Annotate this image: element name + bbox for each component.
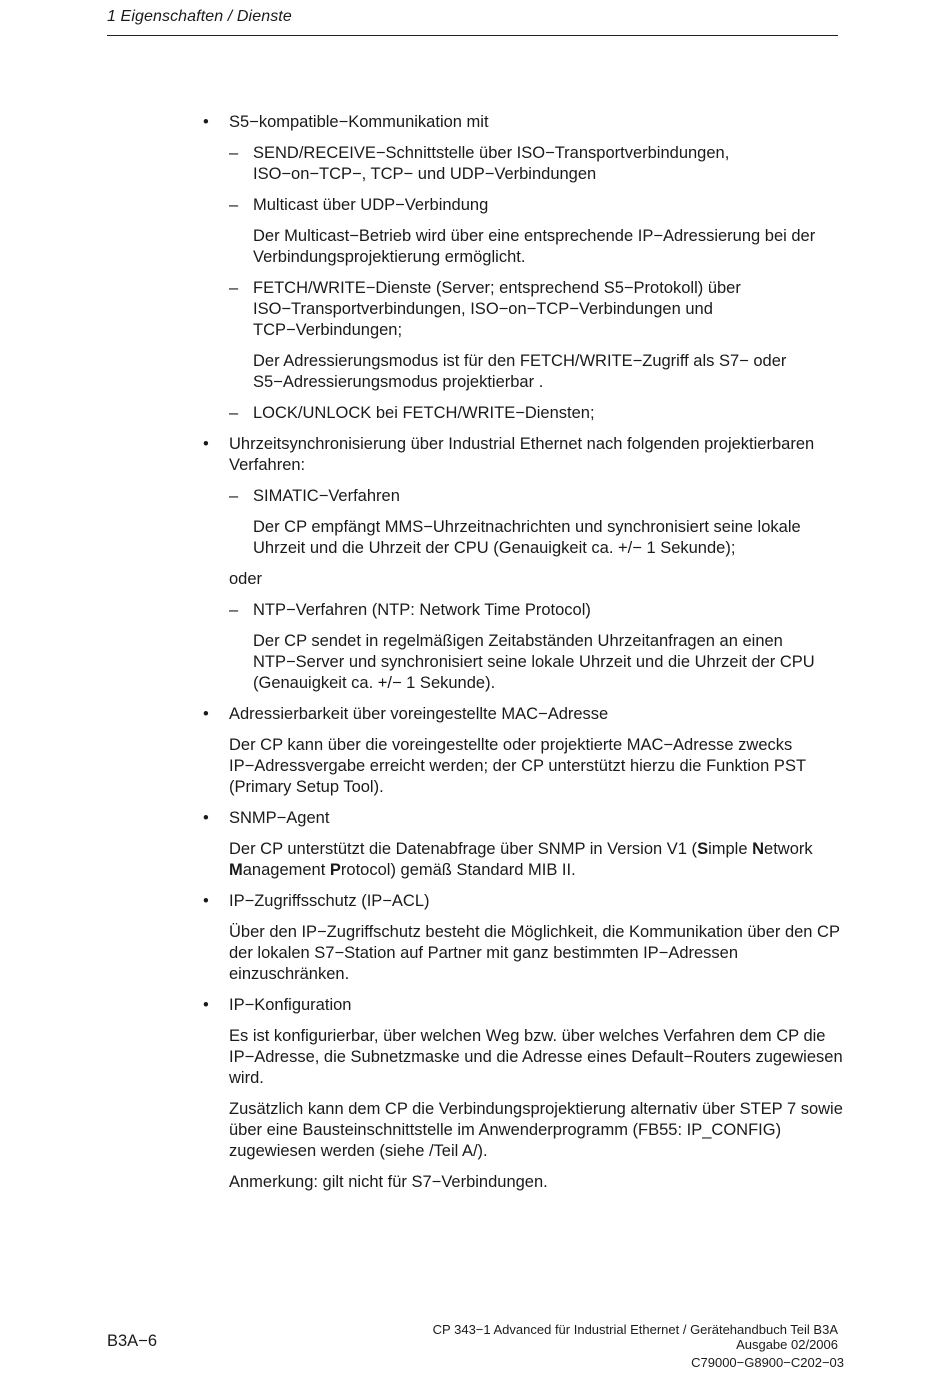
text-oder: oder: [229, 570, 263, 588]
footer-edition: Ausgabe 02/2006: [736, 1337, 838, 1352]
snmp-text-pre: Der CP unterstützt die Datenabfrage über SNMP in Version V1 (: [229, 840, 698, 858]
bullet-ip-zugriffsschutz: • IP−Zugriffsschutz (IP−ACL): [203, 891, 843, 912]
footer-document-info: [433, 1322, 838, 1352]
paragraph-simatic: Der CP empfängt MMS−Uhrzeitnachrichten und synchronisiert seine lokale Uhrzeit und die Uhrzeit der CPU (Genauigkeit ca. +/− 1 Sekunde);: [253, 518, 801, 557]
bullet-mac-adresse: • Adressierbarkeit über voreingestellte MAC−Adresse: [203, 704, 843, 725]
dash-ntp-verfahren: – NTP−Verfahren (NTP: Network Time Protocol): [203, 600, 843, 621]
paragraph-ntp: Der CP sendet in regelmäßigen Zeitabständen Uhrzeitanfragen an einen NTP−Server und synchronisiert seine lokale Uhrzeit und die Uhrzeit der CPU (Genauigkeit ca. +/− 1 Sekunde).: [253, 632, 815, 692]
page-number: B3A−6: [107, 1332, 157, 1350]
paragraph-ip-konfiguration: Es ist konfigurierbar, über welchen Weg bzw. über welches Verfahren dem CP die IP−Adresse, die Subnetzmaske und die Adresse eines Default−Routers zugewiesen wird.: [229, 1027, 843, 1087]
dash-multicast: – Multicast über UDP−Verbindung: [203, 195, 843, 216]
dash-send-receive: – SEND/RECEIVE−Schnittstelle über ISO−Transportverbindungen, ISO−on−TCP−, TCP− und UDP−Verbindungen: [203, 143, 843, 185]
paragraph-mac-adresse: Der CP kann über die voreingestellte oder projektierte MAC−Adresse zwecks IP−Adressvergabe erreicht werden; der CP unterstützt hierzu die Funktion PST (Primary Setup Tool).: [229, 736, 806, 796]
footer-manual-title: CP 343−1 Advanced für Industrial Ethernet / Gerätehandbuch Teil B3A: [432, 1322, 838, 1337]
snmp-letter-m: M: [229, 861, 243, 879]
paragraph-snmp: [203, 839, 843, 881]
dash-simatic-verfahren: – SIMATIC−Verfahren: [203, 486, 843, 507]
snmp-text-imple: imple: [708, 840, 753, 858]
snmp-text-etwork: etwork: [764, 840, 813, 858]
snmp-letter-p: P: [329, 861, 341, 879]
dash-lock-unlock: – LOCK/UNLOCK bei FETCH/WRITE−Diensten;: [203, 403, 843, 424]
dash-fetch-write: – FETCH/WRITE−Dienste (Server; entsprechend S5−Protokoll) über ISO−Transportverbindungen, ISO−on−TCP−Verbindungen und TCP−Verbindungen;: [203, 278, 843, 341]
paragraph-adressierungsmodus: Der Adressierungsmodus ist für den FETCH/WRITE−Zugriff als S7− oder S5−Adressierungsmodus projektierbar .: [253, 352, 787, 391]
page-header: [107, 7, 838, 36]
snmp-text-anagement: anagement: [242, 861, 330, 879]
footer-order-code: C79000−G8900−C202−03: [691, 1355, 844, 1370]
snmp-letter-s: S: [697, 840, 709, 858]
paragraph-ip-zugriffsschutz: Über den IP−Zugriffschutz besteht die Möglichkeit, die Kommunikation über den CP der lokalen S7−Station auf Partner mit ganz bestimmten IP−Adressen einzuschränken.: [229, 923, 840, 983]
bullet-snmp-agent: • SNMP−Agent: [203, 808, 843, 829]
header-title: 1 Eigenschaften / Dienste: [107, 8, 292, 25]
paragraph-multicast: Der Multicast−Betrieb wird über eine entsprechende IP−Adressierung bei der Verbindungsprojektierung ermöglicht.: [253, 227, 816, 266]
paragraph-verbindungsprojektierung: Zusätzlich kann dem CP die Verbindungsprojektierung alternativ über STEP 7 sowie über eine Bausteinschnittstelle im Anwenderprogramm (FB55: IP_CONFIG) zugewiesen werden (siehe /Teil A/).: [229, 1100, 843, 1160]
bullet-s5-kommunikation: • S5−kompatible−Kommunikation mit: [203, 112, 843, 133]
page-content: [203, 112, 843, 1203]
snmp-letter-n: N: [752, 840, 765, 858]
bullet-ip-konfiguration: • IP−Konfiguration: [203, 995, 843, 1016]
snmp-text-post: rotocol) gemäß Standard MIB II.: [340, 861, 576, 879]
paragraph-anmerkung: Anmerkung: gilt nicht für S7−Verbindungen.: [229, 1173, 548, 1191]
bullet-uhrzeitsynchronisierung: • Uhrzeitsynchronisierung über Industrial Ethernet nach folgenden projektierbaren Verfahren:: [203, 434, 843, 476]
